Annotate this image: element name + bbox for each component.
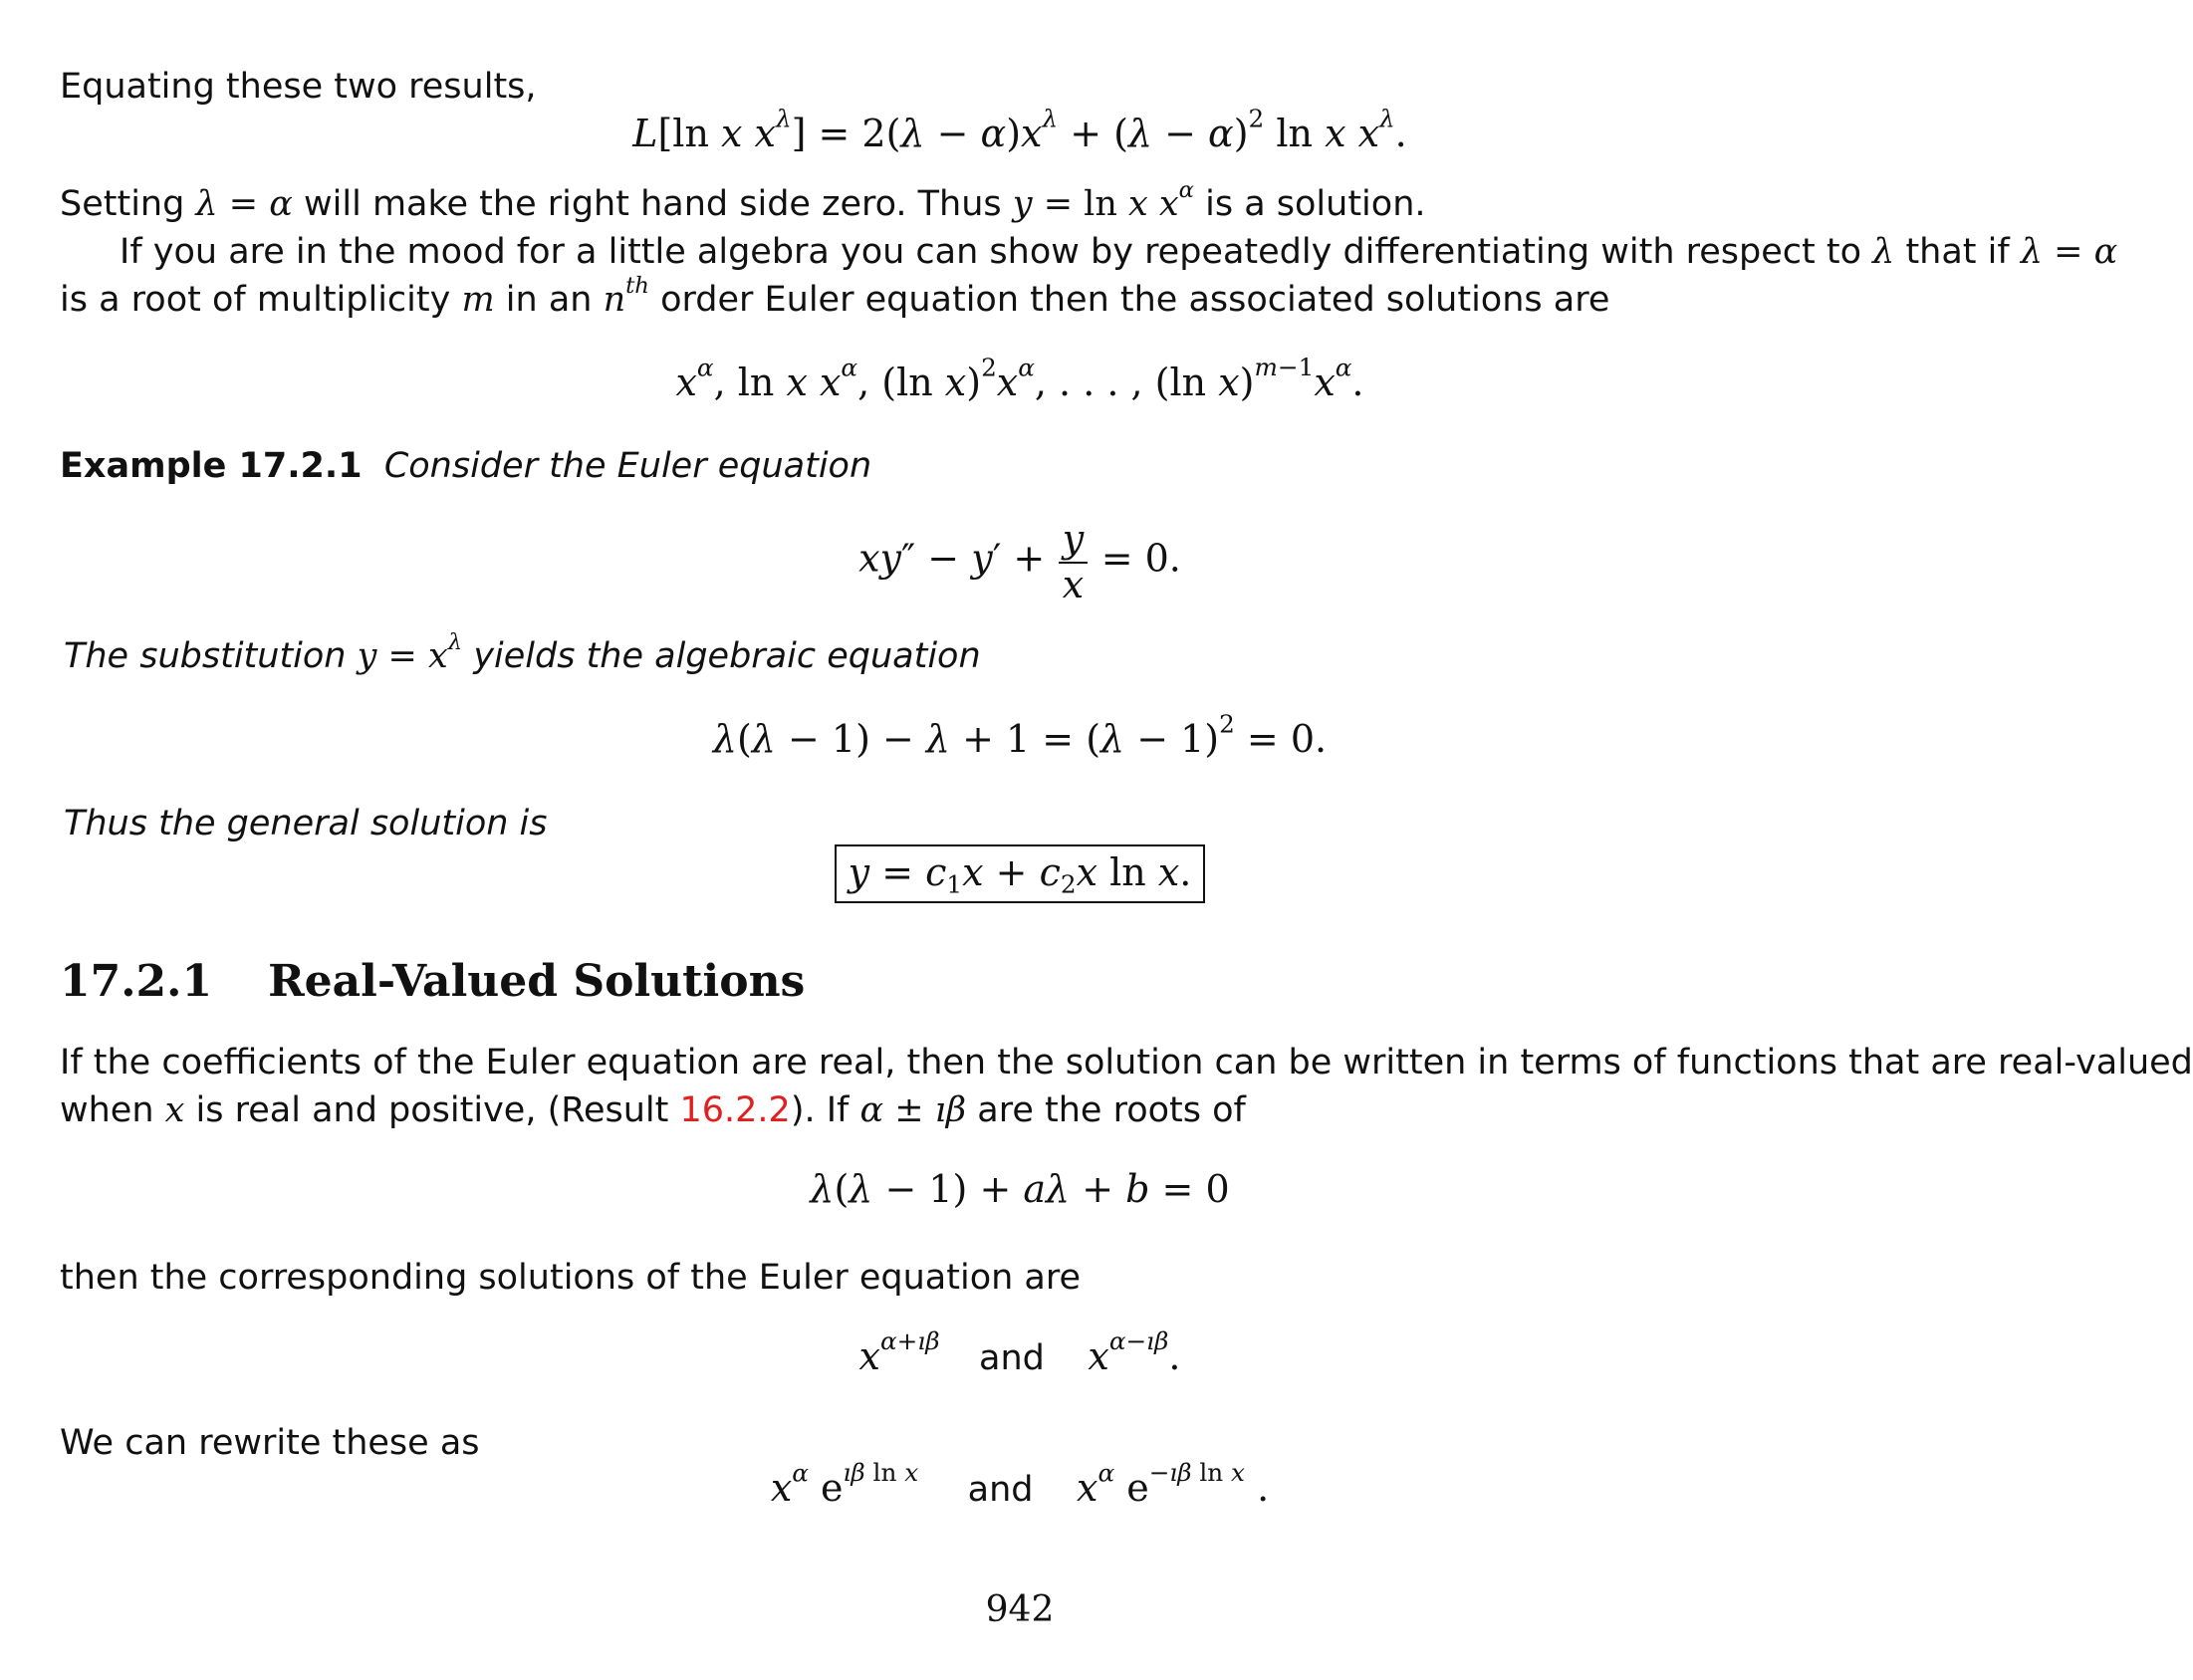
section-heading	[60, 956, 805, 1009]
text-yields-algebraic: yields the algebraic equation	[462, 636, 981, 676]
section-title: Real-Valued Solutions	[268, 956, 806, 1007]
text-real-positive: is real and positive, (Result	[184, 1090, 680, 1130]
example-heading	[60, 445, 871, 487]
text-roots-of: are the roots of	[966, 1090, 1246, 1130]
text-order-euler: order Euler equation then the associated solutions are	[648, 280, 1610, 320]
paragraph-coefficients-line1: If the coefficients of the Euler equation are real, then the solution can be written in terms of functions that are real-valued	[60, 1043, 2193, 1082]
text-in-an: in an	[494, 280, 604, 320]
equation-boxed-solution	[0, 844, 2040, 903]
paragraph-equating: Equating these two results,	[60, 67, 537, 107]
solution-box: $y = c_1x + c_2x$ ln x.	[835, 844, 1206, 903]
example-general-solution-text: Thus the general solution is	[64, 804, 548, 843]
paragraph-mood-algebra-line1: If you are in the mood for a little algebra you can show by repeatedly differentiating with respect to λ that if λ = α	[120, 232, 2118, 272]
page-number: 942	[985, 1589, 1055, 1630]
text-make-rhs-zero: will make the right hand side zero. Thus	[292, 184, 1013, 224]
text-is-solution: is a solution.	[1194, 184, 1426, 224]
result-link[interactable]: 16.2.2	[679, 1090, 791, 1130]
text-that-if: that if	[1894, 232, 2021, 272]
text-and: and	[967, 1470, 1034, 1510]
equation-rewritten-solutions: $x^\alpha$ $e^{ı\beta ln x}$ and $x^\alpha$ $e^{-ı\beta ln x}$ .	[770, 1458, 1270, 1510]
text-setting: Setting	[60, 184, 196, 224]
section-number: 17.2.1	[60, 956, 213, 1007]
paragraph-coefficients-line2: when x is real and positive, (Result 16.2.2). If α ± ıβ are the roots of	[60, 1090, 1246, 1130]
equation-l-ln-x: L[ln x $x^\lambda] = 2(\lambda - \alpha)x^\lambda + (\lambda - \alpha)^2$ ln x $x^\lambda$.	[632, 104, 1407, 155]
text-root-multiplicity: is a root of multiplicity	[60, 280, 462, 320]
paragraph-rewrite: We can rewrite these as	[60, 1423, 480, 1463]
equation-algebraic: $\lambda(\lambda - 1) - \lambda + 1 = (\lambda - 1)^2 = 0$.	[712, 709, 1328, 761]
text-and: and	[979, 1338, 1045, 1378]
paragraph-corresponding-solutions: then the corresponding solutions of the Euler equation are	[60, 1258, 1082, 1298]
equation-characteristic: λ(λ − 1) + aλ + b = 0	[810, 1167, 1230, 1211]
text-when: when	[60, 1090, 165, 1130]
example-substitution-text: The substitution $y = x^\lambda$ yields the algebraic equation	[64, 628, 981, 676]
equation-euler-example: xy″ − y′ + $\frac{y}{x}$ = 0.	[858, 517, 1181, 606]
text-substitution: The substitution	[64, 636, 358, 676]
paragraph-mood-algebra-line2: is a root of multiplicity m in an $n^{th}$ order Euler equation then the associated solutions are	[60, 272, 1610, 320]
paragraph-setting-lambda: Setting λ = α will make the right hand side zero. Thus y = ln x $x^\alpha$ is a solution.	[60, 176, 1426, 224]
text-mood-algebra: If you are in the mood for a little algebra you can show by repeatedly differentiating with respect to	[120, 232, 1873, 272]
text-if: ). If	[790, 1090, 860, 1130]
fraction-y-over-x: $\frac{y}{x}$	[1059, 518, 1088, 606]
equation-solution-list: $x^\alpha$, ln x $x^\alpha$, (ln $x)^2x^\alpha$, . . . , (ln $x)^{m-1}x^\alpha$.	[675, 353, 1364, 404]
equation-complex-solutions: $x^{\alpha+ı\beta}$ and $x^{\alpha-ı\beta}$.	[858, 1326, 1181, 1378]
example-label: Example 17.2.1	[60, 446, 363, 486]
example-intro: Consider the Euler equation	[383, 446, 872, 486]
